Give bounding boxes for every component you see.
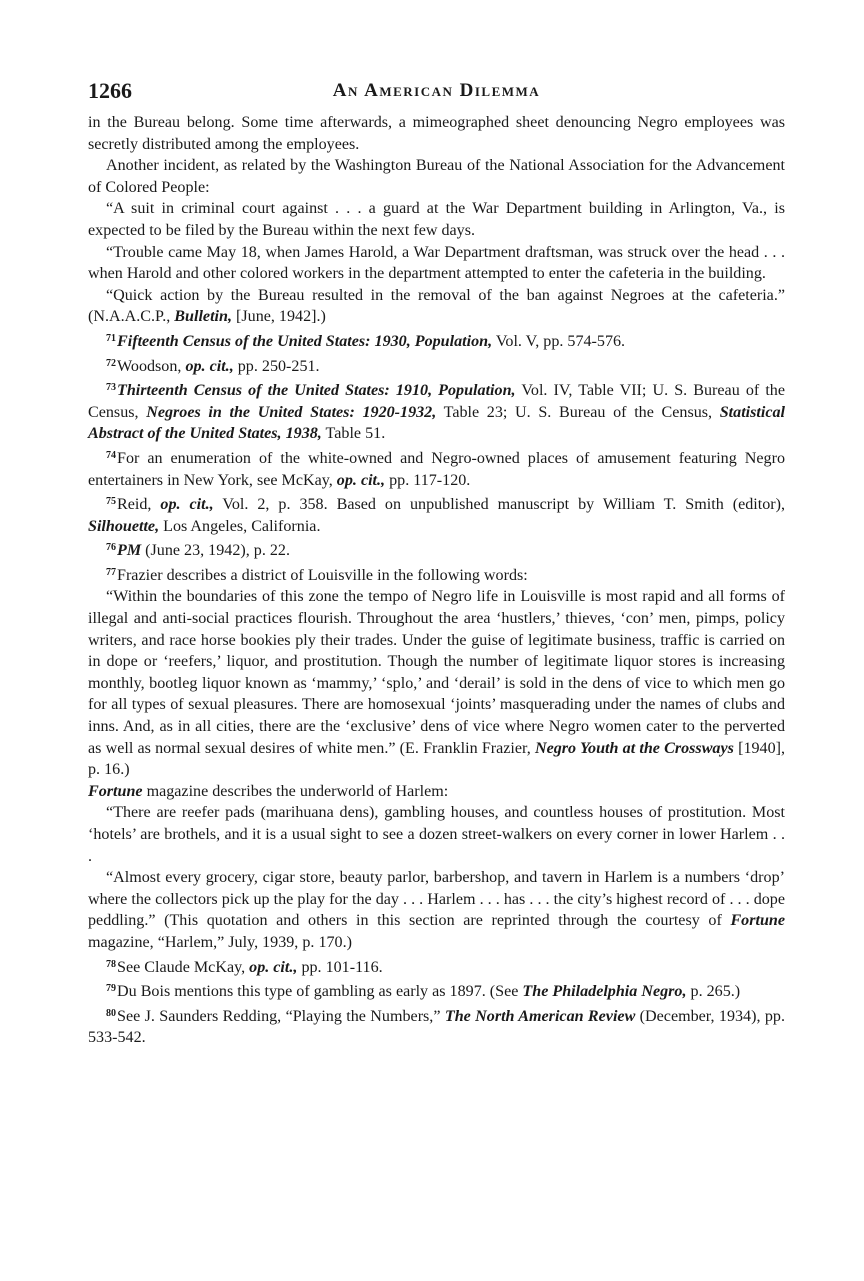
paragraph xyxy=(88,802,785,867)
paragraph xyxy=(88,198,785,241)
text-run: Table 23; U. S. Bureau of the Census, xyxy=(436,403,720,421)
italic-text: op. cit., xyxy=(249,958,298,976)
italic-text: op. cit., xyxy=(160,496,214,514)
italic-text: op. cit., xyxy=(336,471,386,489)
paragraph xyxy=(88,586,785,780)
paragraph xyxy=(88,112,785,155)
text-run: See J. Saunders Redding, “Playing the Numbers,” xyxy=(117,1007,445,1025)
text-run: Vol. IV, Table VII; U. S. Bureau of the Census, xyxy=(88,382,785,421)
text-run: “Within the boundaries of this zone the tempo of Negro life in Louisville is most rapid and all forms of illegal and anti-social practices flourish. Throughout the area ‘hustlers,’ thieves, ‘con’ men, pimps, policy writers, and race horse bookies ply their trades. Under the guise of legitimate business, traffic is carried on in dope or ‘reefers,’ liquor, and prostitution. Though the number of legitimate liquor stores is increasing monthly, bootleg liquor known as ‘mammy,’ ‘splo,’ and ‘derail’ is sold in the dens of vice to which men go for all types of sexual pleasures. There are homosexual ‘joints’ masquerading under the names of clubs and inns. And, as in all cities, there are the ‘exclusive’ dens of vice where Negro women cater to the perverted as well as normal sexual desires of white men.” (E. Franklin Frazier, xyxy=(88,588,785,757)
italic-text: PM xyxy=(117,542,142,560)
text-run: magazine describes the underworld of Harlem: xyxy=(142,782,449,800)
footnote-marker: 80 xyxy=(106,1007,116,1019)
italic-text: Statistical Abstract of the United States, 1938, xyxy=(88,403,785,443)
text-run: Vol. V, pp. 574-576. xyxy=(492,332,626,350)
italic-text: Negro Youth at the Crossways xyxy=(534,739,734,757)
text-run: Reid, xyxy=(117,496,161,514)
text-run: Vol. 2, p. 358. Based on unpublished manuscript by William T. Smith (editor), xyxy=(213,496,785,514)
book-page xyxy=(88,78,785,1049)
body-text xyxy=(88,112,785,1049)
text-run: in the Bureau belong. Some time afterwards, a mimeographed sheet denouncing Negro employees was secretly distributed among the employees. xyxy=(88,114,785,153)
footnote-79 xyxy=(88,978,785,1003)
footnote-73 xyxy=(88,377,785,445)
footnote-72 xyxy=(88,353,785,378)
page-header xyxy=(88,78,785,112)
text-run: pp. 101-116. xyxy=(297,958,383,976)
text-run: For an enumeration of the white-owned and Negro-owned places of amusement featuring Negro entertainers in New York, see McKay, xyxy=(88,449,785,489)
text-run: pp. 250-251. xyxy=(233,357,320,375)
text-run: Du Bois mentions this type of gambling as early as 1897. (See xyxy=(117,983,523,1001)
paragraph xyxy=(88,781,785,803)
italic-text: The Philadelphia Negro, xyxy=(522,983,687,1001)
footnote-75 xyxy=(88,491,785,537)
italic-text: Silhouette, xyxy=(88,517,160,535)
text-run: (December, 1934), pp. 533-542. xyxy=(88,1007,785,1047)
footnote-marker: 73 xyxy=(106,382,116,394)
text-run: Los Angeles, California. xyxy=(159,517,321,535)
page-number: 1266 xyxy=(88,78,132,103)
footnote-77 xyxy=(88,562,785,587)
footnote-marker: 79 xyxy=(106,983,116,995)
footnote-marker: 77 xyxy=(106,566,116,578)
paragraph xyxy=(88,285,785,328)
text-run: [June, 1942].) xyxy=(232,308,326,326)
italic-text: op. cit., xyxy=(185,357,234,375)
text-run: “Almost every grocery, cigar store, beauty parlor, barbershop, and tavern in Harlem is a numbers ‘drop’ where the collectors pick up the play for the day . . . Harlem . . . has . . . the city’s highest record of . . . dope peddling.” (This quotation and others in this section are reprinted through the courtesy of xyxy=(88,869,785,930)
text-run: Frazier describes a district of Louisville in the following words: xyxy=(117,566,528,584)
italic-text: Fifteenth Census of the United States: 1930, Population, xyxy=(117,332,493,350)
text-run: “There are reefer pads (marihuana dens), gambling houses, and countless houses of prostitution. Most ‘hotels’ are brothels, and it is a usual sight to see a dozen street-walkers on every corner in lower Harlem . . . xyxy=(88,804,785,865)
text-run: “Trouble came May 18, when James Harold, a War Department draftsman, was struck over the head . . . when Harold and other colored workers in the department attempted to enter the cafeteria in the building. xyxy=(88,243,785,283)
italic-text: Negroes in the United States: 1920-1932, xyxy=(146,403,437,421)
footnote-marker: 75 xyxy=(106,496,116,508)
text-run: p. 265.) xyxy=(686,983,741,1001)
footnote-71 xyxy=(88,328,785,353)
text-run: magazine, “Harlem,” July, 1939, p. 170.) xyxy=(88,933,352,951)
text-run: “Quick action by the Bureau resulted in the removal of the ban against Negroes at the cafeteria.” (N.A.A.C.P., xyxy=(88,286,785,326)
paragraph xyxy=(88,867,785,953)
footnote-marker: 78 xyxy=(106,958,116,970)
italic-text: The North American Review xyxy=(444,1007,636,1025)
italic-text: Bulletin, xyxy=(174,308,232,326)
footnote-marker: 74 xyxy=(106,449,116,461)
footnote-80 xyxy=(88,1003,785,1049)
text-run: Table 51. xyxy=(321,425,386,443)
text-run: “A suit in criminal court against . . . a guard at the War Department building in Arlington, Va., is expected to be filed by the Bureau within the next few days. xyxy=(88,200,785,239)
text-run: Another incident, as related by the Washington Bureau of the National Association for the Advancement of Colored People: xyxy=(88,157,785,196)
running-head: An American Dilemma xyxy=(332,80,541,101)
text-run: (June 23, 1942), p. 22. xyxy=(141,542,290,560)
italic-text: Fortune xyxy=(88,782,143,800)
footnote-78 xyxy=(88,954,785,979)
paragraph xyxy=(88,155,785,198)
footnote-marker: 71 xyxy=(106,332,116,344)
italic-text: Thirteenth Census of the United States: 1910, Population, xyxy=(117,382,516,400)
text-run: pp. 117-120. xyxy=(385,471,471,489)
italic-text: Fortune xyxy=(730,912,785,930)
footnote-marker: 76 xyxy=(106,542,116,554)
text-run: Woodson, xyxy=(117,357,186,375)
footnote-marker: 72 xyxy=(106,357,116,369)
footnote-74 xyxy=(88,445,785,491)
footnote-76 xyxy=(88,537,785,562)
text-run: See Claude McKay, xyxy=(117,958,250,976)
text-run: [1940], p. 16.) xyxy=(88,739,786,779)
paragraph xyxy=(88,242,785,285)
